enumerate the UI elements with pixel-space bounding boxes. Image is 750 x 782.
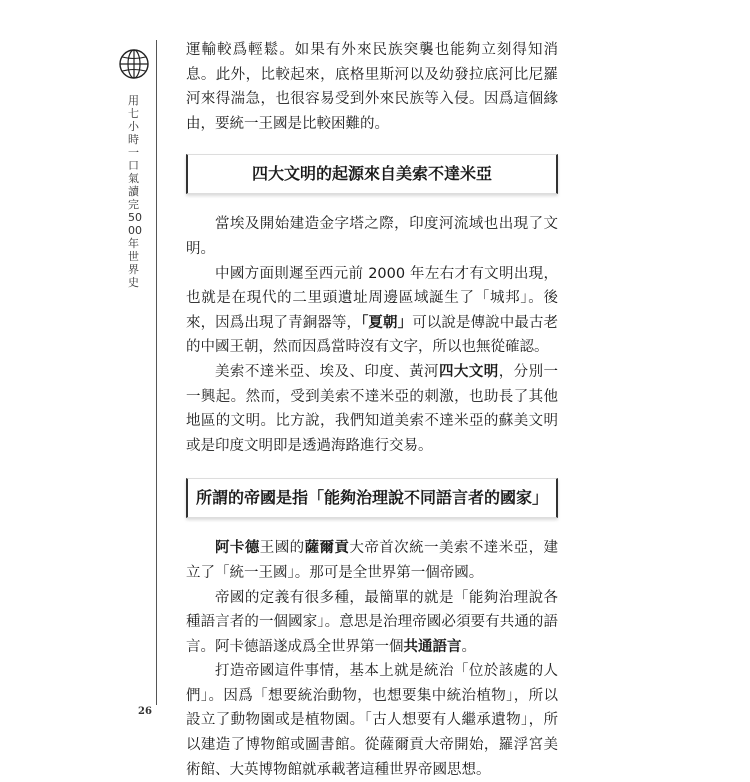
page-body <box>186 38 558 782</box>
section-heading-four-civilizations: 四大文明的起源來自美索不達米亞 <box>186 154 558 194</box>
paragraph: 美索不達米亞、埃及、印度、黃河四大文明，分別一一興起。然而，受到美索不達米亞的刺激，也助長了其他地區的文明。比方說，我們知道美索不達米亞的蘇美文明或是印度文明即是透過海路進行交易。 <box>186 363 559 454</box>
paragraph: 打造帝國這件事情，基本上就是統治「位於該處的人們」。因爲「想要統治動物，也想要集中統治植物」，所以設立了動物園或是植物園。「古人想要有人繼承遺物」，所以建造了博物館或圖書館。從薩爾貢大帝開始，羅浮宮美術館、大英博物館就承載著這種世界帝國思想。 <box>186 663 558 778</box>
paragraph: 當埃及開始建造金字塔之際，印度河流域也出現了文明。 <box>186 216 558 257</box>
bold-term-sargon: 薩爾貢 <box>304 540 350 557</box>
paragraph: 中國方面則遲至西元前 2000 年左右才有文明出現，也就是在現代的二里頭遺址周邊區域誕生了「城邦」。後來，因爲出現了青銅器等，「夏朝」可以說是傳說中最古老的中國王朝，然而因爲當時沒有文字，所以也無從確認。 <box>186 265 559 356</box>
intro-paragraph: 運輸較爲輕鬆。如果有外來民族突襲也能夠立刻得知消息。此外，比較起來，底格里斯河以及幼發拉底河比尼羅河來得湍急，也很容易受到外來民族等入侵。因爲這個緣由，要統一王國是比較困難的。 <box>186 42 559 132</box>
book-title-vertical: 用七小時一口氣讀完5000年世界史 <box>128 94 142 289</box>
paragraph: 帝國的定義有很多種，最簡單的就是「能夠治理說各種語言者的一個國家」。意思是治理帝國必須要有共通的語言。阿卡德語遂成爲全世界第一個共通語言。 <box>186 589 558 655</box>
globe-icon <box>118 48 150 80</box>
bold-term-common-language: 共通語言 <box>403 638 462 655</box>
paragraph: 阿卡德王國的薩爾貢大帝首次統一美索不達米亞，建立了「統一王國」。那可是全世界第一個帝國。 <box>186 540 559 581</box>
bold-term-akkad: 阿卡德 <box>215 540 260 557</box>
section-heading-empire-definition: 所謂的帝國是指「能夠治理說不同語言者的國家」 <box>186 478 558 518</box>
bold-term-four-civilizations: 四大文明 <box>438 363 499 380</box>
bold-term-xia: 「夏朝」 <box>361 314 413 331</box>
margin-rule <box>156 40 157 705</box>
page-number: 26 <box>138 706 152 717</box>
